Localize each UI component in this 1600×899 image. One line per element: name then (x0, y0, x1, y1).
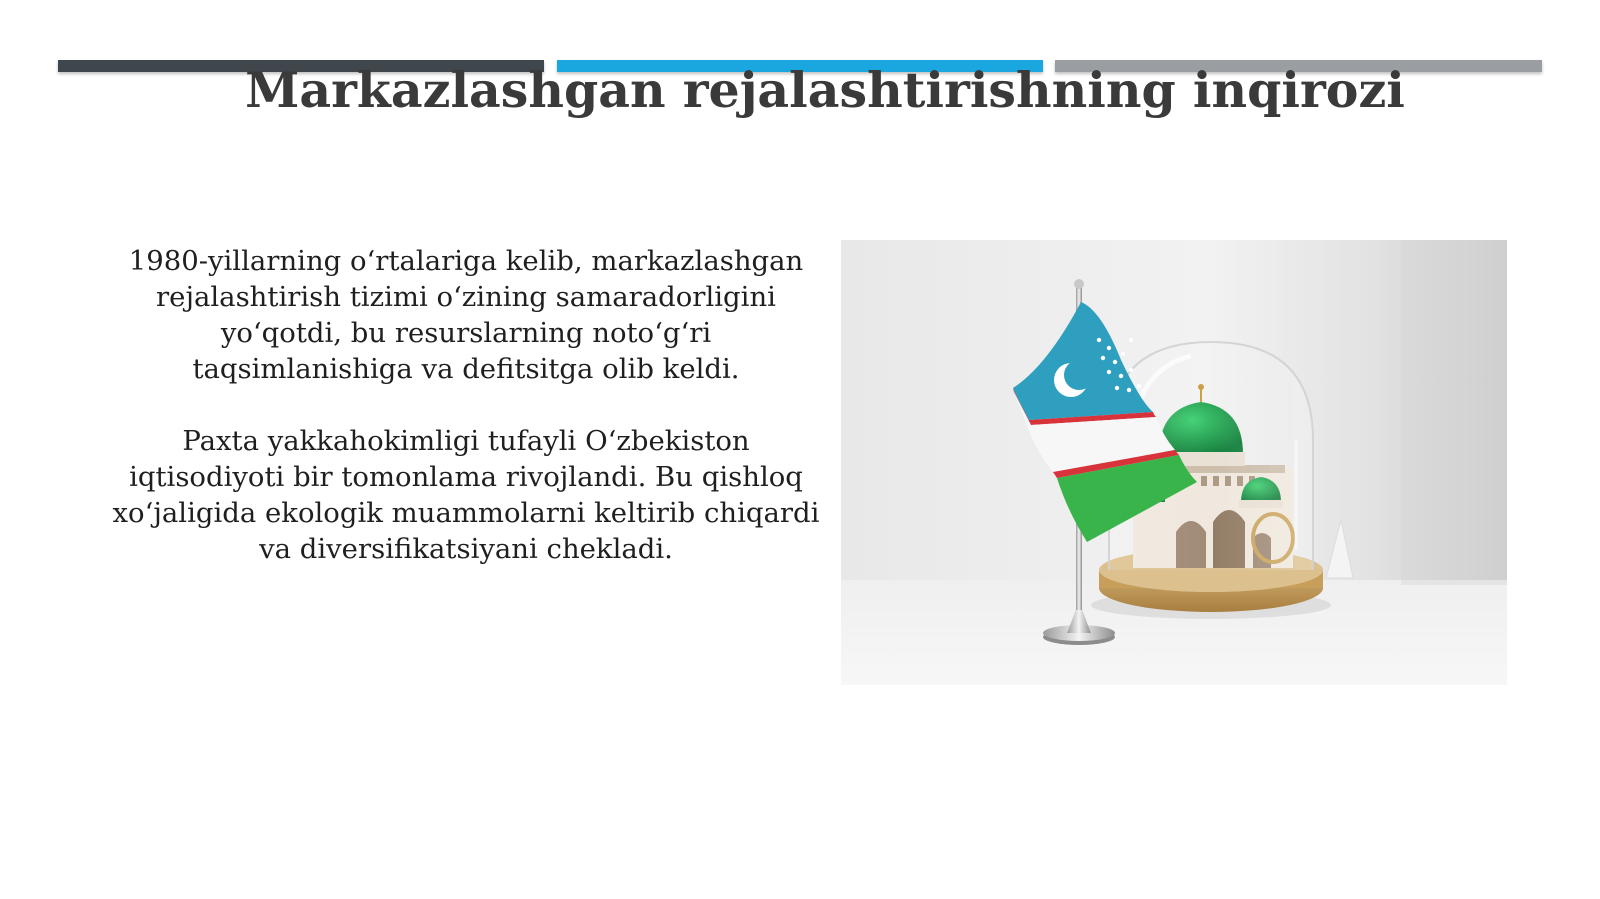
slide-title: Markazlashgan rejalashtirishning inqirozi (245, 61, 1405, 119)
flag-and-mosque-image (841, 240, 1507, 685)
paragraph-1: 1980-yillarning o‘rtalariga kelib, markazlashgan rejalashtirish tizimi o‘zining samaradorligini yo‘qotdi, bu resurslarning noto‘g‘ri taqsimlanishiga va defitsitga olib keldi. (128, 245, 804, 385)
paragraph-2: Paxta yakkahokimligi tufayli O‘zbekiston iqtisodiyoti bir tomonlama rivojlandi. Bu qishloq xo‘jaligida ekologik muammolarni keltirib chiqardi va diversifikatsiyani chekladi. (112, 425, 820, 565)
body-text (110, 243, 822, 567)
